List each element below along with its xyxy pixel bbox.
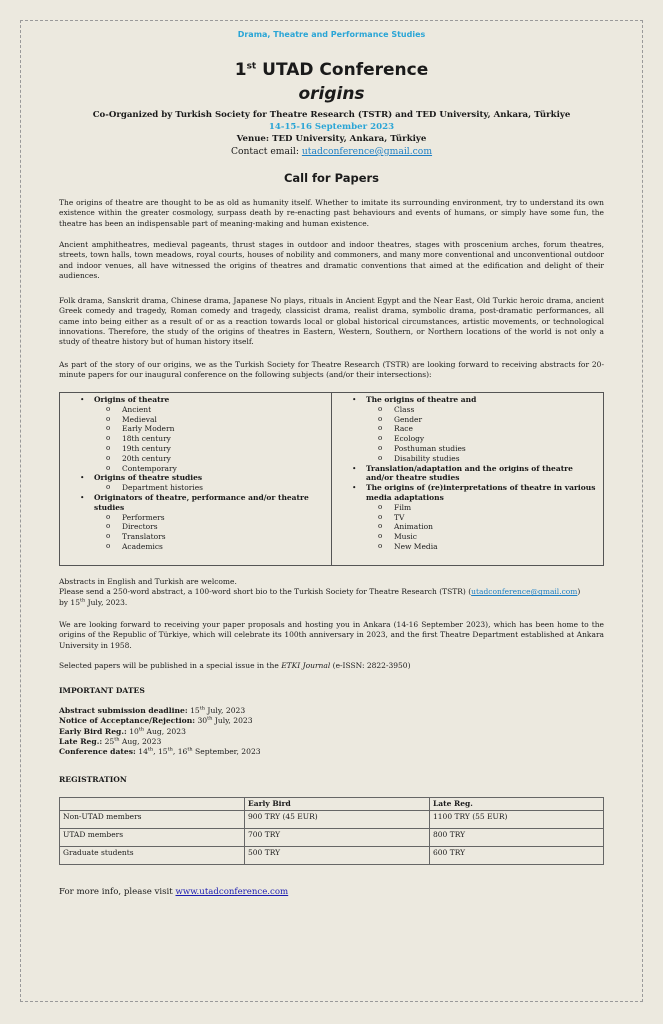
left-topic: • Origins of theatre studies [80,473,325,483]
right-subtopic: o Animation [352,522,599,532]
registration-row [60,811,604,829]
registration-cell: 1100 TRY (55 EUR) [430,811,604,829]
right-subtopic: o New Media [352,542,599,552]
left-subtopic: o Medieval [80,415,325,425]
left-subtopic: o 19th century [80,444,325,454]
abstracts-info: Abstracts in English and Turkish are welcome. Please send a 250-word abstract, a 100-word short bio to the Turkish Society for Theatre Research (TSTR) (utadconference@gmail.com) by 15th July, 2023. [59,577,581,607]
header-tagline: Drama, Theatre and Performance Studies [237,30,426,39]
right-subtopic: o Music [352,532,599,542]
left-subtopic: o Contemporary [80,464,325,474]
right-subtopic: o Class [352,405,599,415]
right-subtopic: o Film [352,503,599,513]
topics-table [59,392,604,566]
left-subtopic: o Early Modern [80,424,325,434]
website-link[interactable]: www.utadconference.com [175,887,289,897]
contact: Contact email: utadconference@gmail.com [230,146,433,157]
registration-cell: 800 TRY [430,829,604,847]
important-dates-list [59,706,261,757]
cfp-heading: Call for Papers [283,171,380,185]
right-subtopic: o Ecology [352,434,599,444]
registration-cell: Graduate students [60,847,245,865]
conference-dates-heading: 14-15-16 September 2023 [268,122,395,132]
left-topic: • Origins of theatre [80,395,325,405]
paragraph-looking-forward: We are looking forward to receiving your paper proposals and hosting you in Ankara (14-16 September 2023), which has been home to the origins of the Republic of Türkiye, which will celebrate its 100th anniversary in 2023, and the first Theatre Department established at Ankara University in 1958. [59,620,604,650]
topics-left-column [60,393,332,565]
registration-cell: 700 TRY [245,829,430,847]
left-topic: • Originators of theatre, performance and/or theatre studies [80,493,325,513]
important-date-item: Abstract submission deadline: 15th July, 2023 [59,705,246,715]
paragraph-4: As part of the story of our origins, we as the Turkish Society for Theatre Research (TSTR) are looking forward to receiving abstracts for 20-minute papers for our inaugural conference on the following subjects (and/or their intersections): [59,360,604,380]
registration-header-row: Early Bird Late Reg. [60,798,604,811]
right-topic: • The origins of (re)interpretations of theatre in various media adaptations [352,483,599,503]
right-topic: • The origins of theatre and [352,395,599,405]
right-subtopic: o Race [352,424,599,434]
right-subtopic: o Disability studies [352,454,599,464]
selected-papers: Selected papers will be published in a special issue in the ETKI Journal (e-ISSN: 2822-3950) [59,661,411,670]
registration-cell: Non-UTAD members [60,811,245,829]
contact-email-link[interactable]: utadconference@gmail.com [301,146,433,157]
registration-table [59,797,604,865]
left-subtopic: o 20th century [80,454,325,464]
right-subtopic: o Gender [352,415,599,425]
right-topic: • Translation/adaptation and the origins of theatre and/or theatre studies [352,464,599,484]
left-subtopic: o Academics [80,542,325,552]
more-info: For more info, please visit www.utadconference.com [59,887,289,897]
right-subtopic: o Posthuman studies [352,444,599,454]
registration-row [60,847,604,865]
important-dates-heading: IMPORTANT DATES [59,686,145,695]
left-subtopic: o Ancient [80,405,325,415]
venue: Venue: TED University, Ankara, Türkiye [236,134,427,144]
conference-theme: origins [298,84,365,104]
paragraph-2: Ancient amphitheatres, medieval pageants, thrust stages in outdoor and indoor theatres, stages with proscenium arches, forum theatres, streets, town halls, town meadows, royal courts, houses of nobility and commoners, and many more conventional and unconventional outdoor and indoor venues, all have witnessed the origins of theatres and dramatic conventions that aimed at the edification and delight of their audiences. [59,240,604,280]
registration-heading: REGISTRATION [59,775,127,784]
topics-right-column [332,393,603,565]
right-subtopic: o TV [352,513,599,523]
registration-cell: 900 TRY (45 EUR) [245,811,430,829]
co-organizers: Co-Organized by Turkish Society for Theatre Research (TSTR) and TED University, Ankara, Türkiye [92,110,571,120]
registration-cell: UTAD members [60,829,245,847]
left-subtopic: o Performers [80,513,325,523]
conference-dates-line: Conference dates: 14th, 15th, 16th September, 2023 [59,746,261,757]
conference-title: 1st UTAD Conference [234,60,429,80]
left-subtopic: o Translators [80,532,325,542]
paragraph-3: Folk drama, Sanskrit drama, Chinese drama, Japanese No plays, rituals in Ancient Egypt and the Near East, Old Turkic heroic drama, ancient Greek comedy and tragedy, Roman comedy and tragedy, classicist drama, realist drama, symbolic drama, post-dramatic performances, all came into being either as a result of or as a reaction towards local or global historical circumstances, artistic movements, or technological innovations. Therefore, the study of the origins of theatres in Eastern, Western, Southern, or Northern locations of the world is not only a study of theatre history but of human history itself. [59,296,604,347]
left-subtopic: o Directors [80,522,325,532]
paragraph-1: The origins of theatre are thought to be as old as humanity itself. Whether to imitate its surrounding environment, try to understand its own existence within the greater cosmology, surpass death by re-enacting past behaviours and events of humans, or simply have some fun, the theatre has been an indispensable part of meaning-making and human existence. [59,198,604,228]
left-subtopic: o 18th century [80,434,325,444]
important-date-item: Late Reg.: 25th Aug, 2023 [59,736,162,746]
important-date-item: Early Bird Reg.: 10th Aug, 2023 [59,726,186,736]
abstract-email-link[interactable]: utadconference@gmail.com [471,587,578,597]
important-date-item: Notice of Acceptance/Rejection: 30th July, 2023 [59,715,253,726]
registration-cell: 500 TRY [245,847,430,865]
registration-row [60,829,604,847]
registration-cell: 600 TRY [430,847,604,865]
left-subtopic: o Department histories [80,483,325,493]
